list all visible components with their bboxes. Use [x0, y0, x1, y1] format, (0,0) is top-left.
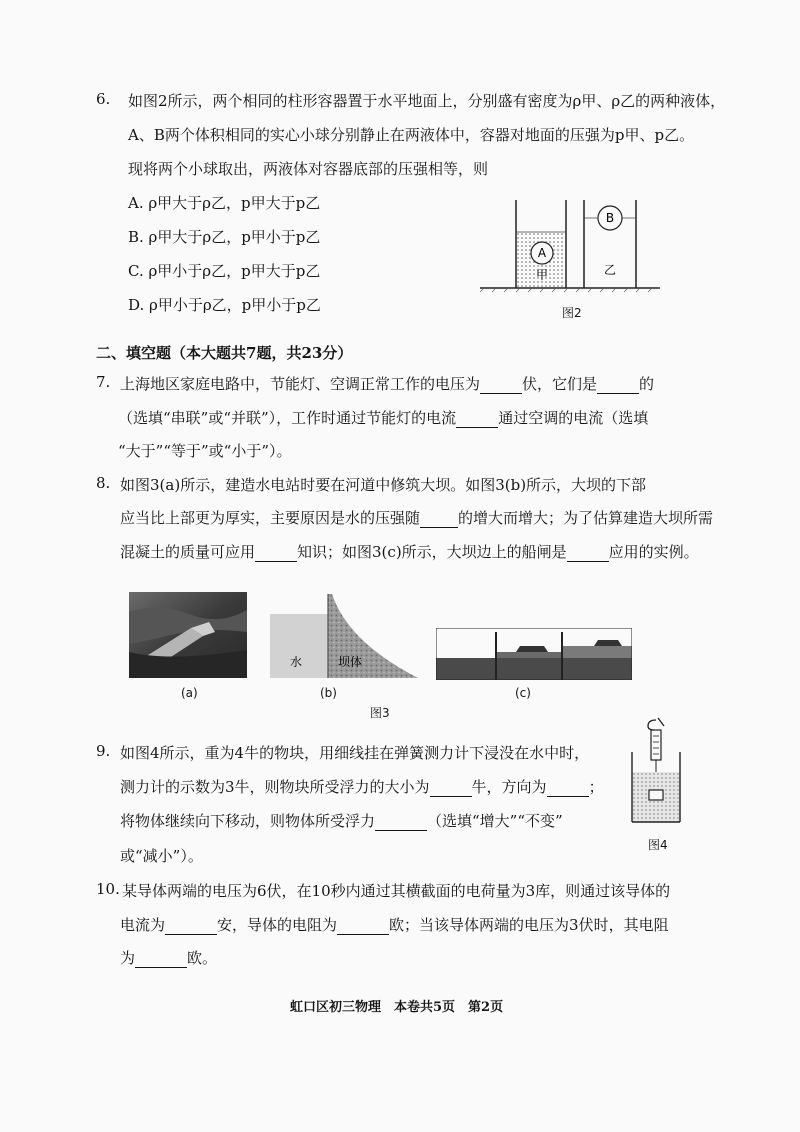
q8-blank-depth[interactable] — [420, 512, 458, 528]
q8-number: 8. — [96, 474, 111, 492]
q8-line2: 应当比上部更为厚实，主要原因是水的压强随 的增大而增大；为了估算建造大坝所需 — [120, 509, 714, 527]
figure-3b-dam-section — [270, 594, 418, 678]
figure-3c-ship-lock — [436, 628, 632, 680]
q9-line4: 或“减小”）。 — [120, 847, 203, 865]
q7-blank-connection[interactable] — [597, 378, 639, 394]
figure-3c-caption: (c) — [515, 686, 531, 700]
figure-2-containers — [480, 196, 660, 294]
q6-text-line3: 现将两个小球取出，两液体对容器底部的压强相等，则 — [128, 160, 489, 178]
q7-number: 7. — [96, 373, 111, 391]
figure-4-caption: 图4 — [648, 838, 668, 852]
dam-body-label: 坝体 — [337, 655, 363, 669]
figure-2-caption: 图2 — [562, 306, 582, 320]
q8-line1: 如图3(a)所示，建造水电站时要在河道中修筑大坝。如图3(b)所示，大坝的下部 — [120, 476, 647, 494]
ball-a-label: A — [537, 246, 547, 260]
q10-blank-resistance-2[interactable] — [135, 952, 187, 968]
q9-line1: 如图4所示，重为4牛的物块，用细线挂在弹簧测力计下浸没在水中时， — [120, 744, 590, 762]
q10-blank-resistance[interactable] — [337, 919, 389, 935]
figure-3a-caption: (a) — [181, 686, 198, 700]
q8-line3: 混凝土的质量可应用 知识；如图3(c)所示，大坝边上的船闸是 应用的实例。 — [120, 543, 699, 561]
q7-blank-current[interactable] — [456, 412, 498, 428]
q6-text-line2: A、B两个体积相同的实心小球分别静止在两液体中，容器对地面的压强为p甲、p乙。 — [128, 126, 695, 144]
q9-line3: 将物体继续向下移动，则物体所受浮力 （选填“增大”“不变” — [120, 812, 563, 830]
label-jia: 甲 — [535, 268, 549, 282]
q6-number: 6. — [96, 90, 111, 108]
q7-line3: “大于”“等于”或“小于”）。 — [118, 442, 292, 460]
q10-blank-current[interactable] — [165, 919, 217, 935]
label-yi: 乙 — [603, 263, 617, 277]
q6-option-d: D. ρ甲小于ρ乙，p甲小于p乙 — [128, 296, 321, 314]
q10-line3: 为 欧。 — [120, 949, 218, 967]
q6-option-b: B. ρ甲大于ρ乙，p甲小于p乙 — [128, 228, 321, 246]
q10-number: 10. — [96, 880, 120, 898]
figure-4-spring-scale — [620, 716, 692, 828]
q9-number: 9. — [96, 742, 111, 760]
q6-option-c: C. ρ甲小于ρ乙，p甲大于p乙 — [128, 262, 321, 280]
q8-blank-knowledge[interactable] — [255, 546, 297, 562]
page-footer: 虹口区初三物理 本卷共5页 第2页 — [290, 1000, 504, 1015]
q10-line2: 电流为 安，导体的电阻为 欧；当该导体两端的电压为3伏时，其电阻 — [120, 916, 669, 934]
figure-3a-dam-photo — [129, 592, 247, 678]
figure-3b-caption: (b) — [320, 686, 337, 700]
figure-3-caption: 图3 — [370, 706, 390, 720]
q6-option-a: A. ρ甲大于ρ乙，p甲大于p乙 — [128, 194, 321, 212]
q9-blank-buoyancy[interactable] — [430, 781, 472, 797]
q7-line2: （选填“串联”或“并联”），工作时通过节能灯的电流 通过空调的电流（选填 — [118, 409, 649, 427]
q10-line1: 某导体两端的电压为6伏，在10秒内通过其横截面的电荷量为3库，则通过该导体的 — [122, 882, 671, 900]
q9-blank-direction[interactable] — [547, 781, 589, 797]
q6-text-line1: 如图2所示，两个相同的柱形容器置于水平地面上，分别盛有密度为ρ甲、ρ乙的两种液体， — [128, 92, 726, 110]
water-label: 水 — [289, 655, 303, 669]
section-2-heading: 二、填空题（本大题共7题，共23分） — [96, 344, 353, 362]
q7-line1: 上海地区家庭电路中，节能灯、空调正常工作的电压为 伏，它们是 的 — [120, 375, 655, 393]
ball-b-label: B — [605, 211, 615, 225]
q8-blank-principle[interactable] — [567, 546, 609, 562]
q9-line2: 测力计的示数为3牛，则物块所受浮力的大小为 牛，方向为 ； — [120, 778, 604, 796]
q7-blank-voltage[interactable] — [480, 378, 522, 394]
q9-blank-change[interactable] — [375, 815, 427, 831]
